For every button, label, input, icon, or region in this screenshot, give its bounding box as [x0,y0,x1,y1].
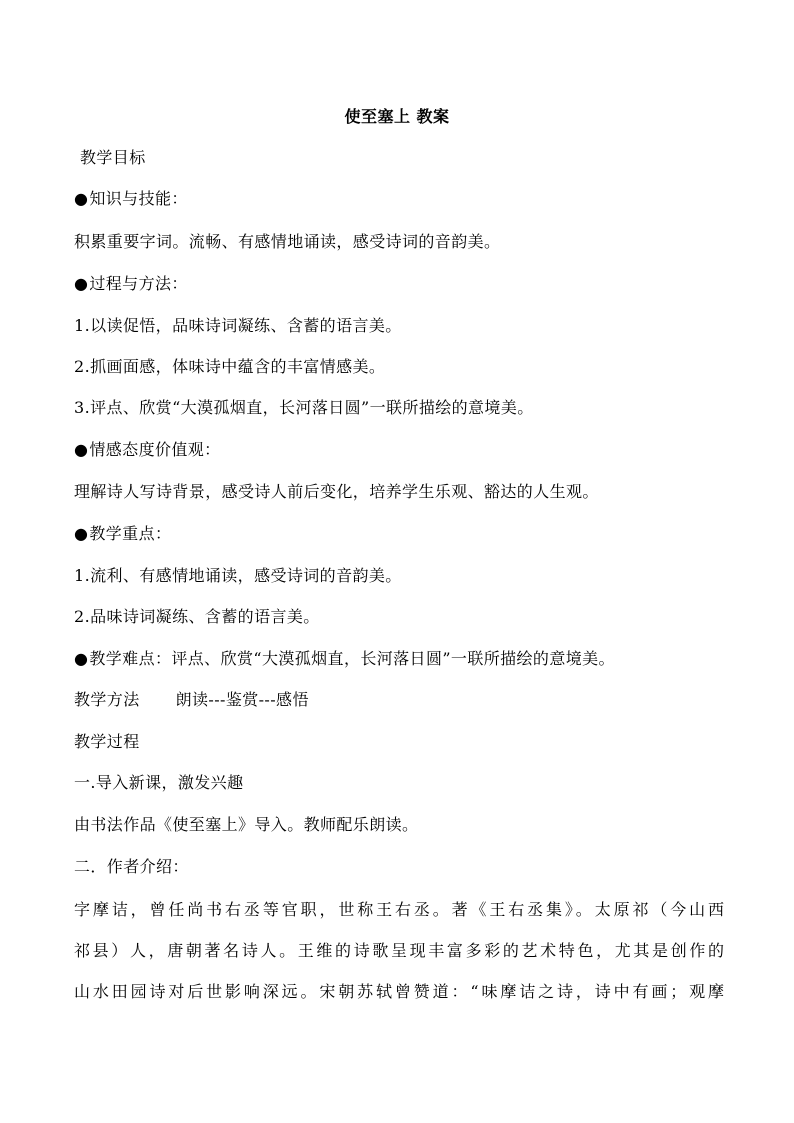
heading-text: 教学重点： [89,524,172,543]
bullet-icon: ● [74,524,89,543]
process-methods-heading [74,274,188,294]
author-line-1: 字摩诘，曾任尚书右丞等官职，世称王右丞。著《王右丞集》。太原祁（今山西 [74,900,724,919]
heading-text: 知识与技能： [89,189,188,208]
process-item-2: 2.抓画面感，体味诗中蕴含的丰富情感美。 [74,357,386,376]
teaching-method-label: 教学方法 [74,690,140,709]
author-line-2: 祁县）人，唐朝著名诗人。王维的诗歌呈现丰富多彩的艺术特色，尤其是创作的 [74,941,724,960]
teaching-method-value: 朗读---鉴赏---感悟 [175,690,309,709]
bullet-icon: ● [74,649,89,668]
section-teaching-process: 教学过程 [74,732,140,751]
key-points-heading [74,524,171,544]
section-teaching-goals: 教学目标 [80,148,146,167]
difficult-points-text: 教学难点：评点、欣赏“大漠孤烟直，长河落日圆”一联所描绘的意境美。 [89,649,615,668]
knowledge-skills-text: 积累重要字词。流畅、有感情地诵读，感受诗词的音韵美。 [74,232,501,251]
teaching-method [74,690,309,710]
document-title: 使至塞上 教案 [344,107,450,126]
key-point-1: 1.流利、有感情地诵读，感受诗词的音韵美。 [74,566,402,585]
intro-heading: 一.导入新课，激发兴趣 [74,773,244,792]
heading-text: 过程与方法： [89,274,188,293]
process-item-3: 3.评点、欣赏“大漠孤烟直，长河落日圆”一联所描绘的意境美。 [74,398,534,417]
intro-text: 由书法作品《使至塞上》导入。教师配乐朗读。 [74,815,419,834]
bullet-icon: ● [74,189,89,208]
difficult-points [74,649,615,669]
process-item-1: 1.以读促悟，品味诗词凝练、含蓄的语言美。 [74,316,402,335]
knowledge-skills-heading [74,189,188,209]
heading-text: 情感态度价值观： [89,440,221,459]
author-heading: 二．作者介绍： [74,857,189,876]
bullet-icon: ● [74,274,89,293]
emotion-values-text: 理解诗人写诗背景，感受诗人前后变化，培养学生乐观、豁达的人生观。 [74,482,599,501]
bullet-icon: ● [74,440,89,459]
author-line-3: 山水田园诗对后世影响深远。宋朝苏轼曾赞道：“味摩诘之诗，诗中有画；观摩 [74,982,724,1001]
key-point-2: 2.品味诗词凝练、含蓄的语言美。 [74,607,320,626]
emotion-values-heading [74,440,221,460]
